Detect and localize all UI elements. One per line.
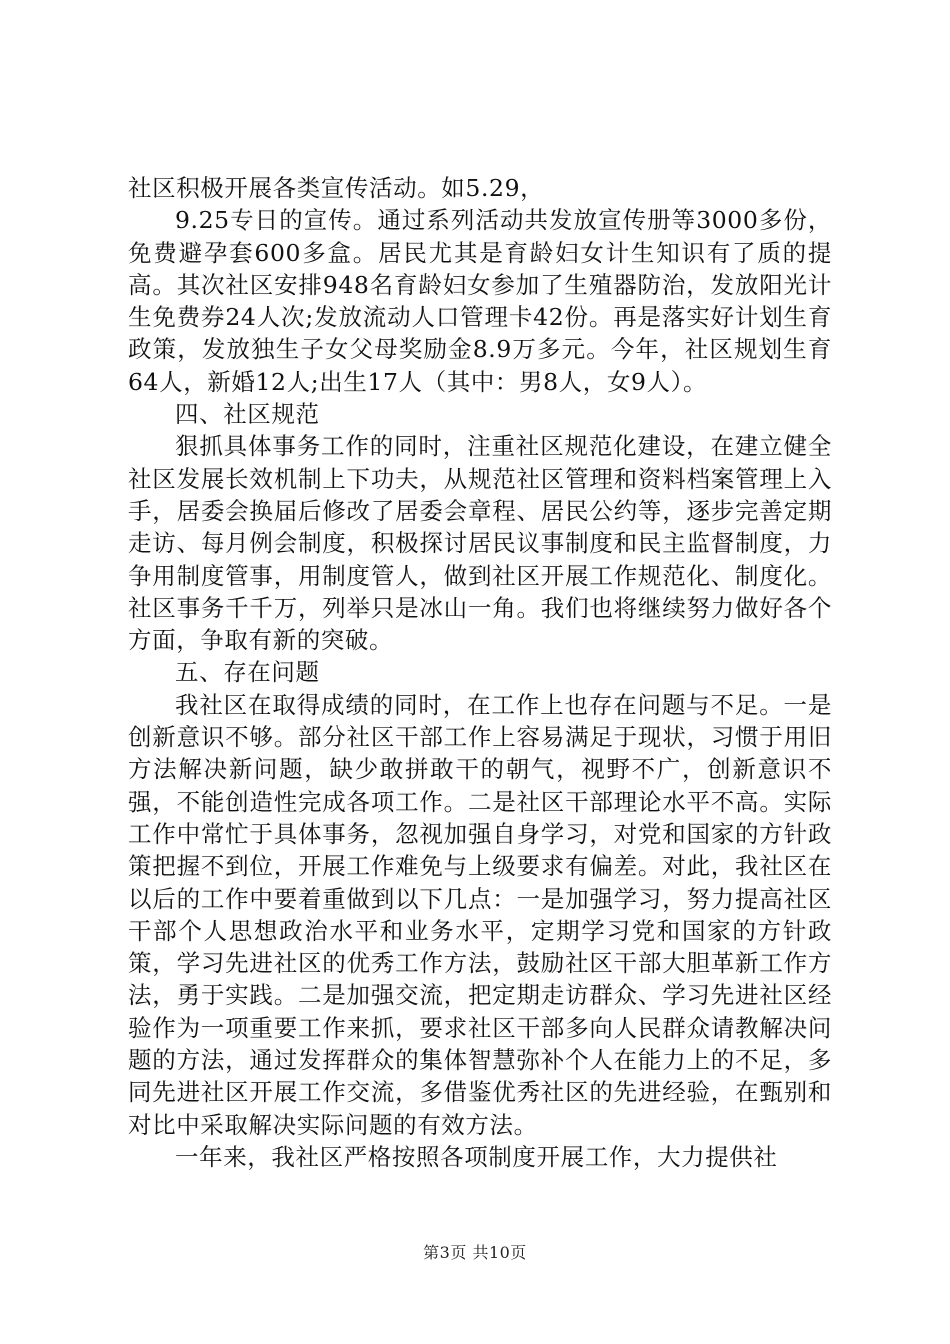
document-body [128, 172, 832, 1173]
paragraph-4: 我社区在取得成绩的同时，在工作上也存在问题与不足。一是创新意识不够。部分社区干部工作上容易满足于现状，习惯于用旧方法解决新问题，缺少敢拼敢干的朝气，视野不广，创新意识不强，不能创造性完成各项工作。二是社区干部理论水平不高。实际工作中常忙于具体事务，忽视加强自身学习，对党和国家的方针政策把握不到位，开展工作难免与上级要求有偏差。对此，我社区在以后的工作中要着重做到以下几点：一是加强学习，努力提高社区干部个人思想政治水平和业务水平，定期学习党和国家的方针政策，学习先进社区的优秀工作方法，鼓励社区干部大胆革新工作方法，勇于实践。二是加强交流，把定期走访群众、学习先进社区经验作为一项重要工作来抓，要求社区干部多向人民群众请教解决问题的方法，通过发挥群众的集体智慧弥补个人在能力上的不足，多同先进社区开展工作交流，多借鉴优秀社区的先进经验，在甄别和对比中采取解决实际问题的有效方法。 [128, 690, 832, 1139]
section-heading-5: 五、存在问题 [175, 658, 320, 687]
paragraph-2: 9.25专日的宣传。通过系列活动共发放宣传册等3000多份，免费避孕套600多盒。居民尤其是育龄妇女计生知识有了质的提高。其次社区安排948名育龄妇女参加了生殖器防治，发放阳光计生免费券24人次;发放流动人口管理卡42份。再是落实好计划生育政策，发放独生子女父母奖励金8.9万多元。今年，社区规划生育64人，新婚12人;出生17人（其中：男8人，女9人）。 [128, 206, 832, 396]
paragraph-3: 狠抓具体事务工作的同时，注重社区规范化建设，在建立健全社区发展长效机制上下功夫，从规范社区管理和资料档案管理上入手，居委会换届后修改了居委会章程、居民公约等，逐步完善定期走访、每月例会制度，积极探讨居民议事制度和民主监督制度，力争用制度管事，用制度管人，做到社区开展工作规范化、制度化。社区事务千千万，列举只是冰山一角。我们也将继续努力做好各个方面，争取有新的突破。 [128, 432, 832, 655]
section-heading-4: 四、社区规范 [175, 400, 320, 429]
paragraph-1: 社区积极开展各类宣传活动。如5.29， [128, 174, 545, 202]
paragraph-5: 一年来，我社区严格按照各项制度开展工作，大力提供社 [175, 1142, 778, 1171]
page-footer: 第3页 共10页 [423, 1243, 527, 1262]
